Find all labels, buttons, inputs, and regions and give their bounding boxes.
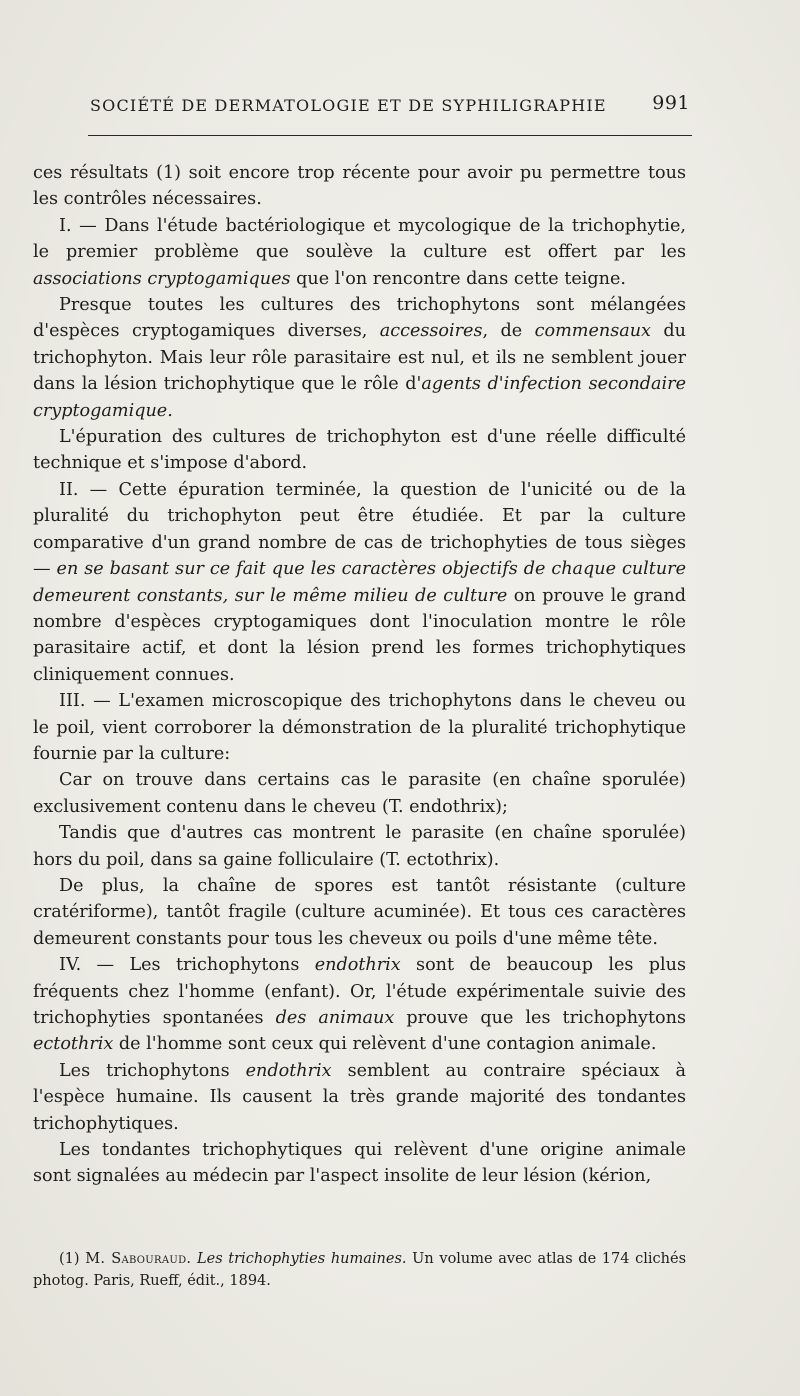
paragraph bbox=[33, 160, 686, 213]
text-run: III. — L'examen microscopique des trichophytons dans le cheveu ou le poil, vient corroborer la démonstration de la pluralité trichophytique fournie par la culture: bbox=[33, 691, 686, 764]
text-run: Les trichophytons bbox=[59, 1060, 246, 1081]
footnote-text bbox=[33, 1248, 686, 1292]
text-run: Presque toutes les cultures des trichophytons sont mélangées d'espèces cryptogamiques diverses, bbox=[33, 295, 686, 342]
paragraph bbox=[33, 213, 686, 292]
text-run: Car on trouve dans certains cas le parasite (en chaîne sporulée) exclusivement contenu dans le cheveu (T. endothrix); bbox=[33, 770, 686, 817]
text-run: II. — Cette épuration terminée, la question de l'unicité ou de la pluralité du trichophyton peut être étudiée. Et par la culture comparative d'un grand nombre de cas de trichophyties de tous sièges — bbox=[33, 479, 686, 580]
body-text bbox=[33, 160, 686, 1190]
text-run: ces résultats (1) soit encore trop récente pour avoir pu permettre tous les contrôles nécessaires. bbox=[33, 163, 686, 210]
paragraph bbox=[33, 1137, 686, 1190]
footnote-rest: Un volume avec atlas de 174 clichés photog. Paris, Rueff, édit., 1894. bbox=[33, 1251, 687, 1289]
paragraph bbox=[33, 952, 686, 1058]
text-run: que l'on rencontre dans cette teigne. bbox=[290, 268, 626, 289]
text-run: sont de beaucoup les plus fréquents chez l'homme (enfant). Or, l'étude expérimentale suivie des trichophyties spontanées bbox=[33, 955, 686, 1028]
italic-run: ectothrix bbox=[33, 1034, 114, 1055]
text-run: semblent au contraire spéciaux à l'espèce humaine. Ils causent la très grande majorité des tondantes trichophytiques. bbox=[33, 1060, 686, 1134]
running-title: SOCIÉTÉ DE DERMATOLOGIE ET DE SYPHILIGRAPHIE bbox=[90, 96, 607, 115]
header-rule bbox=[88, 135, 692, 136]
italic-run: associations cryptogamiques bbox=[33, 268, 291, 289]
text-run: prouve que les trichophytons bbox=[394, 1008, 686, 1028]
text-run: IV. — Les trichophytons bbox=[59, 955, 315, 976]
paragraph bbox=[33, 477, 686, 688]
paragraph bbox=[33, 873, 686, 952]
text-run: Tandis que d'autres cas montrent le parasite (en chaîne sporulée) hors du poil, dans sa gaine folliculaire (T. ectothrix). bbox=[33, 823, 686, 870]
footnote bbox=[33, 1248, 686, 1292]
italic-run: endothrix bbox=[245, 1060, 332, 1081]
italic-run: endothrix bbox=[314, 955, 401, 976]
paragraph bbox=[33, 767, 686, 820]
italic-run: accessoires bbox=[379, 321, 483, 342]
italic-run: commensaux bbox=[534, 321, 651, 342]
footnote-title: Les trichophyties humaines. bbox=[197, 1251, 407, 1267]
footnote-author: M. Sabouraud. bbox=[85, 1251, 192, 1267]
italic-run: agents d'infection secondaire cryptogamique. bbox=[33, 374, 686, 421]
italic-run: des animaux bbox=[275, 1008, 395, 1028]
text-run: I. — Dans l'étude bactériologique et mycologique de la trichophytie, le premier problème que soulève la culture est offert par les bbox=[33, 215, 686, 263]
footnote-marker: (1) bbox=[59, 1251, 80, 1267]
text-run: De plus, la chaîne de spores est tantôt résistante (culture cratériforme), tantôt fragile (culture acuminée). Et tous ces caractères demeurent constants pour tous les cheveux ou poils d'une même tête. bbox=[33, 875, 686, 949]
page-number: 991 bbox=[652, 92, 690, 114]
paragraph bbox=[33, 688, 686, 767]
paragraph bbox=[33, 424, 686, 477]
text-run: Les tondantes trichophytiques qui relèvent d'une origine animale sont signalées au médecin par l'aspect insolite de leur lésion (kérion, bbox=[33, 1140, 686, 1187]
text-run: du trichophyton. Mais leur rôle parasitaire est nul, et ils ne semblent jouer dans la lésion trichophytique que le rôle d' bbox=[33, 321, 686, 395]
text-run: de l'homme sont ceux qui relèvent d'une contagion animale. bbox=[113, 1034, 657, 1055]
italic-run: en se basant sur ce fait que les caractères objectifs de chaque culture demeurent constants, sur le même milieu de culture bbox=[33, 559, 687, 606]
paragraph bbox=[33, 292, 686, 424]
text-run: , de bbox=[482, 321, 535, 342]
text-run: on prouve le grand nombre d'espèces cryptogamiques dont l'inoculation montre le rôle parasitaire actif, et dont la lésion prend les formes trichophytiques cliniquement connues. bbox=[33, 585, 686, 685]
paragraph bbox=[33, 1058, 686, 1137]
paragraph bbox=[33, 820, 686, 873]
text-run: L'épuration des cultures de trichophyton est d'une réelle difficulté technique et s'impose d'abord. bbox=[33, 427, 686, 474]
